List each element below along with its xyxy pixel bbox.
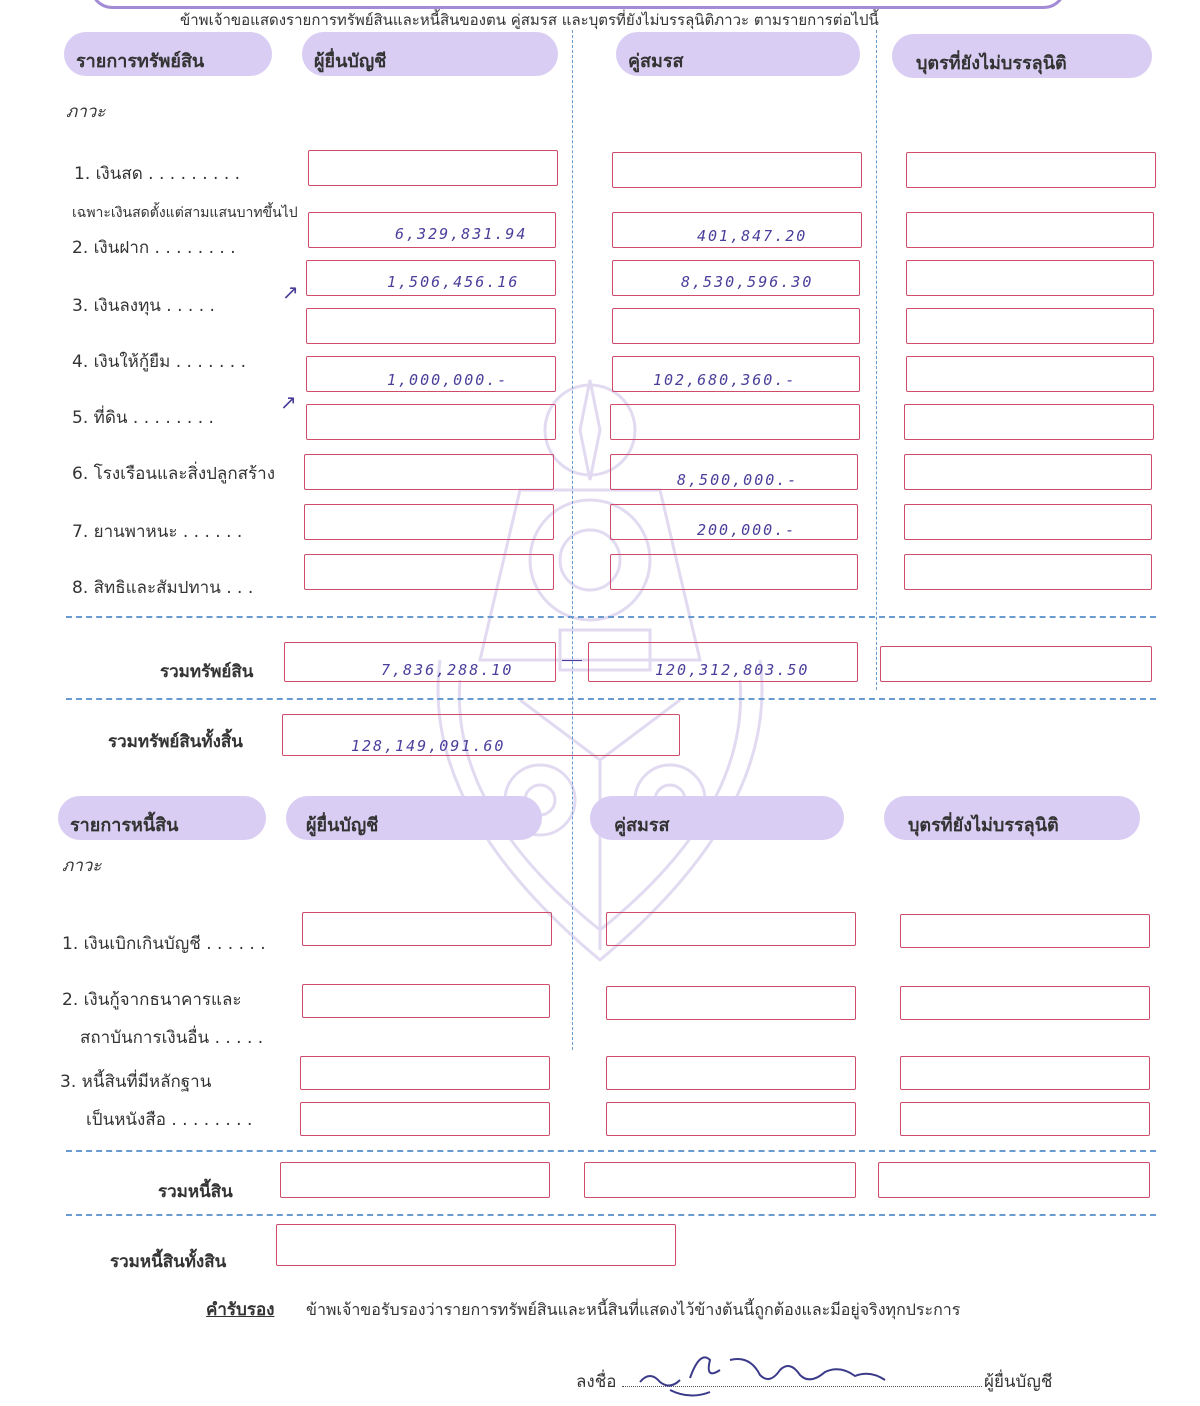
asset-deposit-spouse-value: 401,847.20 <box>697 227 808 245</box>
assets-grand-total-value: 128,149,091.60 <box>351 737 506 755</box>
section-divider <box>66 1150 1156 1152</box>
liability-documented-children-field-2[interactable] <box>900 1102 1150 1136</box>
asset-loans-filer-field[interactable] <box>306 356 556 392</box>
asset-label-rights: 8. สิทธิและสัมปทาน . . . <box>72 578 254 598</box>
handwritten-arrow-icon: ↗ <box>280 390 297 414</box>
signature-scribble <box>630 1330 910 1400</box>
asset-rights-spouse-field[interactable] <box>610 554 858 590</box>
column-separator <box>572 30 573 1050</box>
liability-bank-spouse-field[interactable] <box>606 986 856 1020</box>
asset-investment-filer-field[interactable] <box>306 260 556 296</box>
asset-extra-spouse-field[interactable] <box>612 308 860 344</box>
liabilities-total-children-field[interactable] <box>878 1162 1150 1198</box>
liability-label-bank-loans: 2. เงินกู้จากธนาคารและ <box>62 990 242 1010</box>
assets-grand-total-field[interactable] <box>282 714 680 756</box>
asset-vehicles-spouse-value: 200,000.- <box>697 521 797 539</box>
handwritten-arrow-icon: ↗ <box>282 280 299 304</box>
liabilities-phawa: ภาวะ <box>62 856 102 876</box>
assets-header-spouse: คู่สมรส <box>616 32 860 76</box>
liability-overdraft-children-field[interactable] <box>900 914 1150 948</box>
liability-documented-filer-field[interactable] <box>300 1056 550 1090</box>
asset-vehicles-spouse-field[interactable] <box>610 504 858 540</box>
section-divider <box>66 1214 1156 1216</box>
asset-label-land: 5. ที่ดิน . . . . . . . . <box>72 408 214 428</box>
asset-cash-filer-field[interactable] <box>308 150 558 186</box>
asset-land-children-field[interactable] <box>904 404 1154 440</box>
total-connector-dash <box>562 660 582 661</box>
asset-investment-filer-value: 1,506,456.16 <box>387 273 520 291</box>
asset-investment-spouse-field[interactable] <box>612 260 860 296</box>
asset-rights-filer-field[interactable] <box>304 554 554 590</box>
asset-deposit-filer-value: 6,329,831.94 <box>395 225 528 243</box>
liability-documented-spouse-field-2[interactable] <box>606 1102 856 1136</box>
assets-total-spouse-value: 120,312,803.50 <box>655 661 810 679</box>
liability-documented-spouse-field[interactable] <box>606 1056 856 1090</box>
assets-total-spouse-field[interactable] <box>588 642 858 682</box>
asset-label-buildings: 6. โรงเรือนและสิ่งปลูกสร้าง <box>72 464 275 484</box>
asset-extra-children-field[interactable] <box>906 308 1154 344</box>
liabilities-total-label: รวมหนี้สิน <box>158 1182 233 1202</box>
asset-deposit-spouse-field[interactable] <box>612 212 862 248</box>
intro-text: ข้าพเจ้าขอแสดงรายการทรัพย์สินและหนี้สินของตน คู่สมรส และบุตรที่ยังไม่บรรลุนิติภาวะ ตามรายการต่อไปนี้ <box>180 11 879 29</box>
asset-loans-spouse-value: 102,680,360.- <box>653 371 797 389</box>
asset-land-filer-field[interactable] <box>306 404 556 440</box>
sign-role: ผู้ยื่นบัญชี <box>984 1372 1053 1392</box>
asset-vehicles-filer-field[interactable] <box>304 504 554 540</box>
liabilities-header-spouse: คู่สมรส <box>590 796 844 840</box>
asset-investment-children-field[interactable] <box>906 260 1154 296</box>
liabilities-grand-label: รวมหนี้สินทั้งสิน <box>110 1252 227 1272</box>
asset-buildings-spouse-field[interactable] <box>610 454 858 490</box>
asset-buildings-filer-field[interactable] <box>304 454 554 490</box>
asset-deposit-filer-field[interactable] <box>308 212 556 248</box>
asset-loans-filer-value: 1,000,000.- <box>387 371 509 389</box>
asset-label-investment: 3. เงินลงทุน . . . . . <box>72 296 215 316</box>
section-divider <box>66 698 1156 700</box>
liability-label-documented-2: เป็นหนังสือ . . . . . . . . <box>86 1110 253 1130</box>
asset-label-cash: 1. เงินสด . . . . . . . . . <box>74 164 241 184</box>
liability-label-bank-loans-2: สถาบันการเงินอื่น . . . . . <box>80 1028 264 1048</box>
sign-label: ลงชื่อ <box>576 1372 617 1392</box>
asset-rights-children-field[interactable] <box>904 554 1152 590</box>
asset-loans-spouse-field[interactable] <box>612 356 860 392</box>
certify-title: คำรับรอง <box>206 1300 275 1320</box>
asset-extra-filer-field[interactable] <box>306 308 556 344</box>
assets-grand-label: รวมทรัพย์สินทั้งสิ้น <box>108 732 243 752</box>
assets-total-children-field[interactable] <box>880 646 1152 682</box>
liability-label-overdraft: 1. เงินเบิกเกินบัญชี . . . . . . <box>62 934 266 954</box>
asset-label-loans: 4. เงินให้กู้ยืม . . . . . . . <box>72 352 246 372</box>
assets-total-label: รวมทรัพย์สิน <box>160 662 254 682</box>
liability-documented-children-field[interactable] <box>900 1056 1150 1090</box>
liabilities-total-filer-field[interactable] <box>280 1162 550 1198</box>
asset-land-spouse-field[interactable] <box>610 404 860 440</box>
cash-note: เฉพาะเงินสดตั้งแต่สามแสนบาทขึ้นไป <box>72 205 298 221</box>
assets-header-items: รายการทรัพย์สิน <box>64 32 272 76</box>
liability-bank-filer-field[interactable] <box>302 984 550 1018</box>
asset-buildings-spouse-value: 8,500,000.- <box>677 471 799 489</box>
asset-label-vehicles: 7. ยานพาหนะ . . . . . . <box>72 522 243 542</box>
liability-bank-children-field[interactable] <box>900 986 1150 1020</box>
asset-vehicles-children-field[interactable] <box>904 504 1152 540</box>
column-separator <box>876 30 877 690</box>
liability-overdraft-spouse-field[interactable] <box>606 912 856 946</box>
assets-total-filer-value: 7,836,288.10 <box>381 661 514 679</box>
assets-header-children: บุตรที่ยังไม่บรรลุนิติ <box>892 34 1152 78</box>
liabilities-header-filer: ผู้ยื่นบัญชี <box>286 796 542 840</box>
asset-cash-spouse-field[interactable] <box>612 152 862 188</box>
certify-text: ข้าพเจ้าขอรับรองว่ารายการทรัพย์สินและหนี้สินที่แสดงไว้ข้างต้นนี้ถูกต้องและมีอยู่จริงทุกประการ <box>306 1300 961 1319</box>
liability-documented-filer-field-2[interactable] <box>300 1102 550 1136</box>
liabilities-header-children: บุตรที่ยังไม่บรรลุนิติ <box>884 796 1140 840</box>
assets-phawa: ภาวะ <box>66 102 106 122</box>
asset-cash-children-field[interactable] <box>906 152 1156 188</box>
liabilities-grand-total-field[interactable] <box>276 1224 676 1266</box>
asset-investment-spouse-value: 8,530,596.30 <box>681 273 814 291</box>
liability-overdraft-filer-field[interactable] <box>302 912 552 946</box>
asset-deposit-children-field[interactable] <box>906 212 1154 248</box>
assets-total-filer-field[interactable] <box>284 642 556 682</box>
section-divider <box>66 616 1156 618</box>
liabilities-header-items: รายการหนี้สิน <box>58 796 266 840</box>
assets-header-filer: ผู้ยื่นบัญชี <box>302 32 558 76</box>
liability-label-documented: 3. หนี้สินที่มีหลักฐาน <box>60 1072 212 1092</box>
asset-label-deposit: 2. เงินฝาก . . . . . . . . <box>72 238 236 258</box>
asset-buildings-children-field[interactable] <box>904 454 1152 490</box>
asset-loans-children-field[interactable] <box>906 356 1154 392</box>
liabilities-total-spouse-field[interactable] <box>584 1162 856 1198</box>
